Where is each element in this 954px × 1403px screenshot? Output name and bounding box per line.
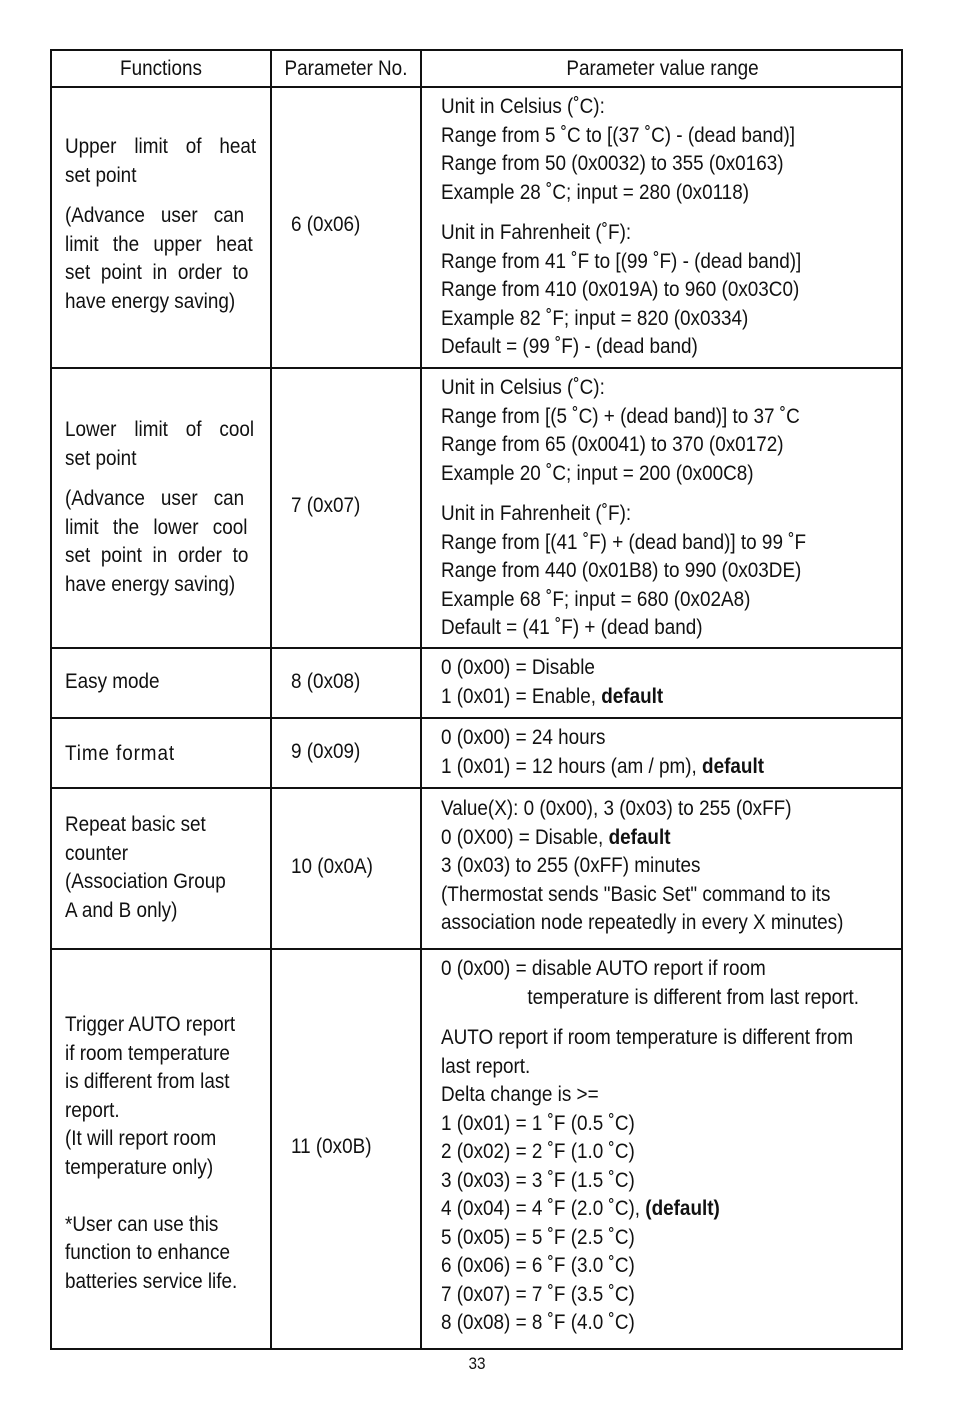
header-functions: Functions xyxy=(120,57,202,80)
range-line: 0 (0x00) = 24 hours xyxy=(441,726,606,749)
range-line: Range from 65 (0x0041) to 370 (0x0172) xyxy=(441,433,784,456)
function-line: set point in order to xyxy=(65,261,249,284)
range-line: 3 (0x03) to 255 (0xFF) minutes xyxy=(441,854,701,877)
range-line: Unit in Celsius (˚C): xyxy=(441,376,605,399)
range-line: 6 (0x06) = 6 ˚F (3.0 ˚C) xyxy=(441,1254,635,1277)
range-line: Value(X): 0 (0x00), 3 (0x03) to 255 (0xFF) xyxy=(441,797,792,820)
function-line: is different from last xyxy=(65,1070,230,1093)
range-line: Range from 41 ˚F to [(99 ˚F) - (dead band)] xyxy=(441,249,802,273)
function-line: limit the upper heat xyxy=(65,232,253,256)
value-range-cell xyxy=(441,374,806,643)
function-cell xyxy=(65,811,226,925)
function-line: temperature only) xyxy=(65,1155,214,1179)
function-line: function to enhance xyxy=(65,1241,230,1264)
value-range-cell xyxy=(441,93,801,362)
row-divider xyxy=(52,647,901,649)
range-line: Example 28 ˚C; input = 280 (0x0118) xyxy=(441,180,750,204)
range-line: Example 82 ˚F; input = 820 (0x0334) xyxy=(441,306,749,330)
range-text: 0 (0X00) = Disable, xyxy=(441,825,609,849)
range-line: (Thermostat sends "Basic Set" command to its xyxy=(441,882,831,906)
range-line: 5 (0x05) = 5 ˚F (2.5 ˚C) xyxy=(441,1225,635,1249)
function-line: have energy saving) xyxy=(65,289,236,313)
range-line: temperature is different from last report. xyxy=(527,985,859,1009)
function-line: *User can use this xyxy=(65,1212,219,1236)
range-line: Default = (41 ˚F) + (dead band) xyxy=(441,616,703,639)
function-cell: Easy mode xyxy=(65,670,160,693)
row-divider xyxy=(52,787,901,789)
range-line: Unit in Celsius (˚C): xyxy=(441,95,605,118)
range-line: last report. xyxy=(441,1054,531,1078)
value-range-cell xyxy=(441,654,663,711)
header-parameter-no: Parameter No. xyxy=(284,57,408,80)
range-text: 4 (0x04) = 4 ˚F (2.0 ˚C), xyxy=(441,1197,646,1220)
row-divider xyxy=(52,717,901,719)
range-line: Unit in Fahrenheit (˚F): xyxy=(441,221,632,244)
value-range-cell xyxy=(441,795,843,938)
range-line: 8 (0x08) = 8 ˚F (4.0 ˚C) xyxy=(441,1311,635,1334)
function-line: (Association Group xyxy=(65,870,226,893)
default-label: (default) xyxy=(645,1197,720,1220)
range-line xyxy=(441,683,663,712)
range-line: 1 (0x01) = 1 ˚F (0.5 ˚C) xyxy=(441,1111,635,1135)
range-line xyxy=(441,1195,859,1224)
function-line: Repeat basic set xyxy=(65,813,206,836)
range-line: Unit in Fahrenheit (˚F): xyxy=(441,502,632,525)
range-line: 2 (0x02) = 2 ˚F (1.0 ˚C) xyxy=(441,1140,635,1163)
parameter-table xyxy=(50,49,903,1350)
range-line: Range from 440 (0x01B8) to 990 (0x03DE) xyxy=(441,559,802,582)
function-line: (It will report room xyxy=(65,1127,217,1150)
range-line: Range from 50 (0x0032) to 355 (0x0163) xyxy=(441,152,784,175)
function-cell xyxy=(65,1011,237,1296)
row-divider xyxy=(52,367,901,369)
page-number: 33 xyxy=(468,1354,486,1373)
row-divider xyxy=(52,948,901,950)
range-line: 0 (0x00) = disable AUTO report if room xyxy=(441,957,766,980)
range-line: Example 20 ˚C; input = 200 (0x00C8) xyxy=(441,461,754,485)
function-line: limit the lower cool xyxy=(65,515,248,539)
parameter-number: 11 (0x0B) xyxy=(291,1135,372,1158)
default-label: default xyxy=(702,754,765,778)
value-range-cell xyxy=(441,955,859,1338)
parameter-number: 9 (0x09) xyxy=(291,740,361,763)
range-line xyxy=(441,824,843,853)
function-line: batteries service life. xyxy=(65,1269,238,1293)
function-line: set point xyxy=(65,163,137,187)
function-line: Lower limit of cool xyxy=(65,418,255,441)
function-line: A and B only) xyxy=(65,898,178,922)
header-value-range: Parameter value range xyxy=(566,57,759,80)
range-line: Range from 410 (0x019A) to 960 (0x03C0) xyxy=(441,278,800,301)
column-divider xyxy=(420,51,422,1348)
range-text: 1 (0x01) = 12 hours (am / pm), xyxy=(441,754,703,778)
range-text: 1 (0x01) = Enable, xyxy=(441,684,602,708)
default-label: default xyxy=(601,684,664,708)
range-line: Default = (99 ˚F) - (dead band) xyxy=(441,335,698,358)
function-line: have energy saving) xyxy=(65,572,236,596)
column-divider xyxy=(270,51,272,1348)
range-line: Delta change is >= xyxy=(441,1083,599,1106)
row-divider xyxy=(52,86,901,88)
parameter-number: 6 (0x06) xyxy=(291,213,361,236)
function-line: (Advance user can xyxy=(65,204,245,227)
value-range-cell xyxy=(441,724,764,781)
function-cell xyxy=(65,416,254,599)
range-line: AUTO report if room temperature is different from xyxy=(441,1026,854,1049)
parameter-number: 7 (0x07) xyxy=(291,494,361,517)
range-line: Range from [(41 ˚F) + (dead band)] to 99 ˚F xyxy=(441,530,807,554)
range-line: Range from [(5 ˚C) + (dead band)] to 37 ˚C xyxy=(441,404,800,428)
function-cell: Time format xyxy=(65,742,176,765)
function-line: set point xyxy=(65,446,137,470)
range-line: 3 (0x03) = 3 ˚F (1.5 ˚C) xyxy=(441,1168,635,1192)
range-line: association node repeatedly in every X minutes) xyxy=(441,911,844,934)
range-line: 7 (0x07) = 7 ˚F (3.5 ˚C) xyxy=(441,1282,635,1306)
function-line: counter xyxy=(65,841,129,865)
range-line: Range from 5 ˚C to [(37 ˚C) - (dead band)] xyxy=(441,123,796,147)
range-line: Example 68 ˚F; input = 680 (0x02A8) xyxy=(441,587,751,611)
function-line: (Advance user can xyxy=(65,487,245,510)
function-line: report. xyxy=(65,1098,120,1122)
parameter-number: 10 (0x0A) xyxy=(291,855,373,878)
range-line: 0 (0x00) = Disable xyxy=(441,656,595,679)
function-line: Trigger AUTO report xyxy=(65,1013,236,1036)
function-cell xyxy=(65,133,256,316)
function-line: Upper limit of heat xyxy=(65,135,257,158)
function-line: if room temperature xyxy=(65,1041,230,1065)
parameter-number: 8 (0x08) xyxy=(291,670,361,693)
function-line: set point in order to xyxy=(65,544,249,567)
range-line xyxy=(441,753,764,782)
default-label: default xyxy=(608,825,671,849)
